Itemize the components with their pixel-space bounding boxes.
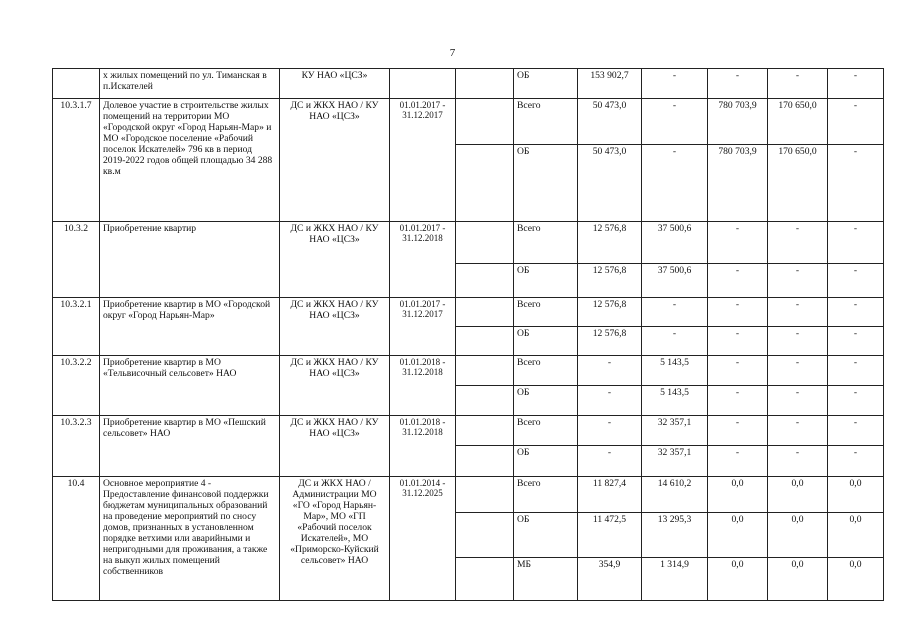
amount-cell: - — [768, 327, 828, 356]
amount-cell: 0,0 — [828, 558, 884, 601]
activity-code-cell: 10.4 — [53, 477, 100, 601]
funding-source-cell: ОБ — [514, 386, 578, 416]
amount-cell: - — [828, 298, 884, 327]
blank-cell — [456, 298, 514, 327]
amount-cell: 5 143,5 — [642, 356, 708, 386]
amount-cell: - — [768, 264, 828, 298]
table-row — [53, 222, 884, 264]
funding-source-cell: Всего — [514, 477, 578, 513]
amount-cell: - — [828, 416, 884, 446]
amount-cell: - — [578, 416, 642, 446]
amount-cell: 1 314,9 — [642, 558, 708, 601]
executor-cell: ДС и ЖКХ НАО / КУ НАО «ЦСЗ» — [280, 99, 390, 222]
amount-cell: - — [768, 446, 828, 477]
amount-cell: 354,9 — [578, 558, 642, 601]
table-row — [53, 416, 884, 446]
amount-cell: - — [768, 69, 828, 99]
executor-cell: ДС и ЖКХ НАО / КУ НАО «ЦСЗ» — [280, 356, 390, 416]
funding-source-cell: ОБ — [514, 69, 578, 99]
blank-cell — [456, 513, 514, 558]
period-cell: 01.01.2018 - 31.12.2018 — [390, 416, 456, 477]
table-row — [53, 298, 884, 327]
amount-cell: - — [768, 416, 828, 446]
activity-code-cell: 10.3.2.3 — [53, 416, 100, 477]
amount-cell: - — [708, 356, 768, 386]
activity-name-cell: х жилых помещений по ул. Тиманская в п.Искателей — [100, 69, 280, 99]
amount-cell: 0,0 — [768, 477, 828, 513]
period-cell: 01.01.2017 - 31.12.2018 — [390, 222, 456, 298]
amount-cell: - — [708, 327, 768, 356]
amount-cell: - — [828, 327, 884, 356]
program-activities-table — [52, 68, 884, 601]
period-cell: 01.01.2018 - 31.12.2018 — [390, 356, 456, 416]
amount-cell: - — [768, 356, 828, 386]
blank-cell — [456, 356, 514, 386]
activity-name-cell: Основное мероприятие 4 - Предоставление финансовой поддержки бюджетам муниципальных образований на проведение мероприятий по сносу домов, признанных в установленном порядке ветхими или аварийными и непригодными для проживания, а также на выкуп жилых помещений собственников — [100, 477, 280, 601]
activity-name-cell: Приобретение квартир — [100, 222, 280, 298]
blank-cell — [456, 264, 514, 298]
activity-name-cell: Долевое участие в строительстве жилых помещений на территории МО «Городской округ «Город Нарьян-Мар» и МО «Городское поселение «Рабочий поселок Искателей» 796 кв в период 2019-2022 годов общей площадью 34 288 кв.м — [100, 99, 280, 222]
amount-cell: - — [708, 386, 768, 416]
activity-code-cell — [53, 69, 100, 99]
amount-cell: - — [828, 222, 884, 264]
amount-cell: 780 703,9 — [708, 99, 768, 145]
amount-cell: 37 500,6 — [642, 264, 708, 298]
amount-cell: 13 295,3 — [642, 513, 708, 558]
amount-cell: 12 576,8 — [578, 222, 642, 264]
funding-source-cell: Всего — [514, 416, 578, 446]
amount-cell: - — [828, 145, 884, 222]
funding-source-cell: Всего — [514, 99, 578, 145]
amount-cell: 32 357,1 — [642, 416, 708, 446]
amount-cell: - — [642, 298, 708, 327]
funding-source-cell: ОБ — [514, 327, 578, 356]
amount-cell: 170 650,0 — [768, 145, 828, 222]
amount-cell: - — [642, 99, 708, 145]
amount-cell: 0,0 — [828, 513, 884, 558]
activity-code-cell: 10.3.2 — [53, 222, 100, 298]
amount-cell: 37 500,6 — [642, 222, 708, 264]
amount-cell: - — [708, 69, 768, 99]
blank-cell — [456, 446, 514, 477]
amount-cell: - — [708, 446, 768, 477]
amount-cell: 153 902,7 — [578, 69, 642, 99]
amount-cell: 170 650,0 — [768, 99, 828, 145]
amount-cell: - — [578, 356, 642, 386]
amount-cell: - — [828, 99, 884, 145]
amount-cell: 0,0 — [768, 558, 828, 601]
period-cell: 01.01.2014 - 31.12.2025 — [390, 477, 456, 601]
amount-cell: 0,0 — [828, 477, 884, 513]
amount-cell: - — [768, 222, 828, 264]
executor-cell: ДС и ЖКХ НАО / КУ НАО «ЦСЗ» — [280, 222, 390, 298]
amount-cell: 12 576,8 — [578, 298, 642, 327]
activity-code-cell: 10.3.2.2 — [53, 356, 100, 416]
blank-cell — [456, 69, 514, 99]
amount-cell: 12 576,8 — [578, 327, 642, 356]
amount-cell: - — [768, 298, 828, 327]
amount-cell: - — [578, 386, 642, 416]
executor-cell: ДС и ЖКХ НАО / КУ НАО «ЦСЗ» — [280, 298, 390, 356]
blank-cell — [456, 416, 514, 446]
amount-cell: 0,0 — [768, 513, 828, 558]
blank-cell — [456, 558, 514, 601]
amount-cell: - — [708, 222, 768, 264]
amount-cell: - — [828, 264, 884, 298]
activity-code-cell: 10.3.1.7 — [53, 99, 100, 222]
executor-cell: ДС и ЖКХ НАО / Администрации МО «ГО «Город Нарьян-Мар», МО «ГП «Рабочий поселок Искателей», МО «Приморско-Куйский сельсовет» НАО — [280, 477, 390, 601]
funding-source-cell: Всего — [514, 222, 578, 264]
amount-cell: - — [642, 69, 708, 99]
activity-name-cell: Приобретение квартир в МО «Городской округ «Город Нарьян-Мар» — [100, 298, 280, 356]
blank-cell — [456, 99, 514, 145]
amount-cell: 5 143,5 — [642, 386, 708, 416]
amount-cell: 50 473,0 — [578, 145, 642, 222]
table-row — [53, 99, 884, 145]
blank-cell — [456, 477, 514, 513]
blank-cell — [456, 145, 514, 222]
funding-source-cell: Всего — [514, 298, 578, 327]
funding-source-cell: МБ — [514, 558, 578, 601]
period-cell: 01.01.2017 - 31.12.2017 — [390, 298, 456, 356]
amount-cell: 12 576,8 — [578, 264, 642, 298]
amount-cell: - — [642, 327, 708, 356]
amount-cell: 0,0 — [708, 513, 768, 558]
executor-cell: КУ НАО «ЦСЗ» — [280, 69, 390, 99]
funding-source-cell: Всего — [514, 356, 578, 386]
amount-cell: 11 472,5 — [578, 513, 642, 558]
amount-cell: 0,0 — [708, 477, 768, 513]
amount-cell: - — [642, 145, 708, 222]
page-number: 7 — [449, 47, 456, 59]
activity-name-cell: Приобретение квартир в МО «Тельвисочный сельсовет» НАО — [100, 356, 280, 416]
amount-cell: - — [708, 416, 768, 446]
amount-cell: 14 610,2 — [642, 477, 708, 513]
funding-source-cell: ОБ — [514, 145, 578, 222]
blank-cell — [456, 327, 514, 356]
amount-cell: - — [828, 356, 884, 386]
table-row — [53, 69, 884, 99]
funding-source-cell: ОБ — [514, 264, 578, 298]
executor-cell: ДС и ЖКХ НАО / КУ НАО «ЦСЗ» — [280, 416, 390, 477]
blank-cell — [456, 386, 514, 416]
amount-cell: 32 357,1 — [642, 446, 708, 477]
period-cell — [390, 69, 456, 99]
funding-source-cell: ОБ — [514, 446, 578, 477]
amount-cell: - — [828, 386, 884, 416]
amount-cell: 0,0 — [708, 558, 768, 601]
amount-cell: - — [708, 298, 768, 327]
amount-cell: - — [828, 69, 884, 99]
table-row — [53, 477, 884, 513]
blank-cell — [456, 222, 514, 264]
table-body — [53, 69, 884, 601]
amount-cell: - — [578, 446, 642, 477]
activity-code-cell: 10.3.2.1 — [53, 298, 100, 356]
amount-cell: - — [708, 264, 768, 298]
funding-source-cell: ОБ — [514, 513, 578, 558]
amount-cell: - — [828, 446, 884, 477]
table-row — [53, 356, 884, 386]
amount-cell: 50 473,0 — [578, 99, 642, 145]
amount-cell: - — [768, 386, 828, 416]
period-cell: 01.01.2017 - 31.12.2017 — [390, 99, 456, 222]
amount-cell: 780 703,9 — [708, 145, 768, 222]
amount-cell: 11 827,4 — [578, 477, 642, 513]
activity-name-cell: Приобретение квартир в МО «Пешский сельсовет» НАО — [100, 416, 280, 477]
